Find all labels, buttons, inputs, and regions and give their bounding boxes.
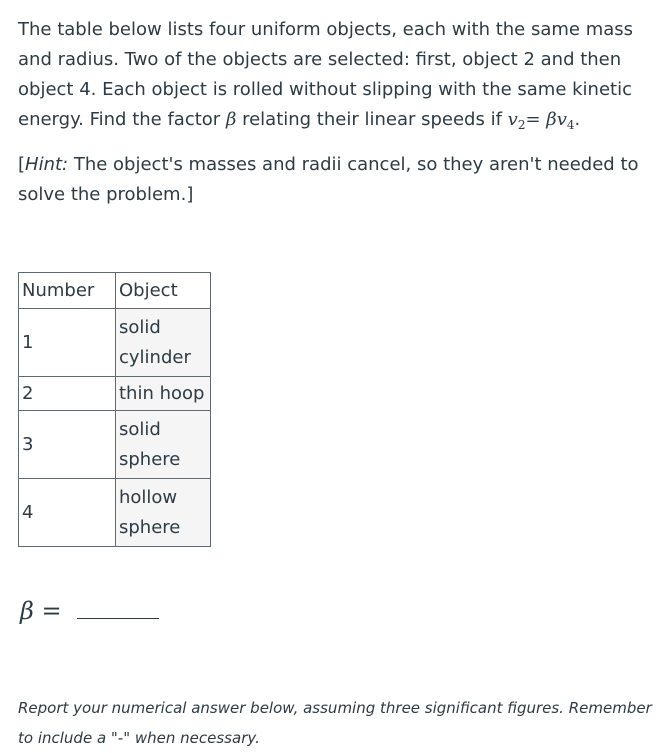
table-row xyxy=(19,377,211,411)
report-instructions: Report your numerical answer below, assuming three significant figures. Remember to include a "-" when necessary. xyxy=(18,699,652,747)
object-line2: cylinder xyxy=(119,346,191,368)
object-line2: sphere xyxy=(119,516,181,538)
subscript-2: 2 xyxy=(517,118,526,132)
table-row xyxy=(19,479,211,547)
question-text xyxy=(18,15,663,136)
speed-relation xyxy=(508,109,575,130)
header-object: Object xyxy=(116,273,211,309)
objects-table xyxy=(18,272,211,547)
row-object xyxy=(116,309,211,377)
hint-body: The object's masses and radii cancel, so they aren't needed to solve the problem. xyxy=(18,154,639,205)
row-number: 4 xyxy=(19,479,116,547)
relating-text: relating their linear speeds if xyxy=(242,109,502,130)
object-line1: hollow xyxy=(119,486,178,508)
hint-open-bracket: [ xyxy=(18,154,26,175)
table-row xyxy=(19,309,211,377)
answer-beta-symbol: β xyxy=(20,597,34,625)
answer-equals: = xyxy=(41,597,62,625)
header-number: Number xyxy=(19,273,116,309)
intro-text: The table below lists four uniform objects, each with the same mass and radius. Two of the objects are selected: first, object 2 and then object 4. Each object is rolled without slipping with the same kinetic energy. Find the factor xyxy=(18,19,634,130)
beta-symbol: β xyxy=(225,109,237,130)
row-object xyxy=(116,479,211,547)
v-symbol-2: v xyxy=(556,109,567,130)
hint-text xyxy=(18,150,663,210)
object-line1: solid xyxy=(119,418,161,440)
row-number: 3 xyxy=(19,411,116,479)
row-object xyxy=(116,411,211,479)
subscript-4: 4 xyxy=(566,118,575,132)
object-line2: sphere xyxy=(119,448,181,470)
hint-label: Hint: xyxy=(25,154,69,175)
row-number: 2 xyxy=(19,377,116,411)
object-line1: solid xyxy=(119,316,161,338)
beta-symbol-2: β xyxy=(546,109,557,130)
period: . xyxy=(574,109,581,130)
answer-blank[interactable] xyxy=(77,596,159,619)
table-row xyxy=(19,411,211,479)
row-object: thin hoop xyxy=(116,377,211,411)
equals-sign: = xyxy=(525,109,541,130)
row-number: 1 xyxy=(19,309,116,377)
hint-close-bracket: ] xyxy=(186,184,194,205)
v-symbol: v xyxy=(507,109,518,130)
answer-line xyxy=(20,596,159,625)
